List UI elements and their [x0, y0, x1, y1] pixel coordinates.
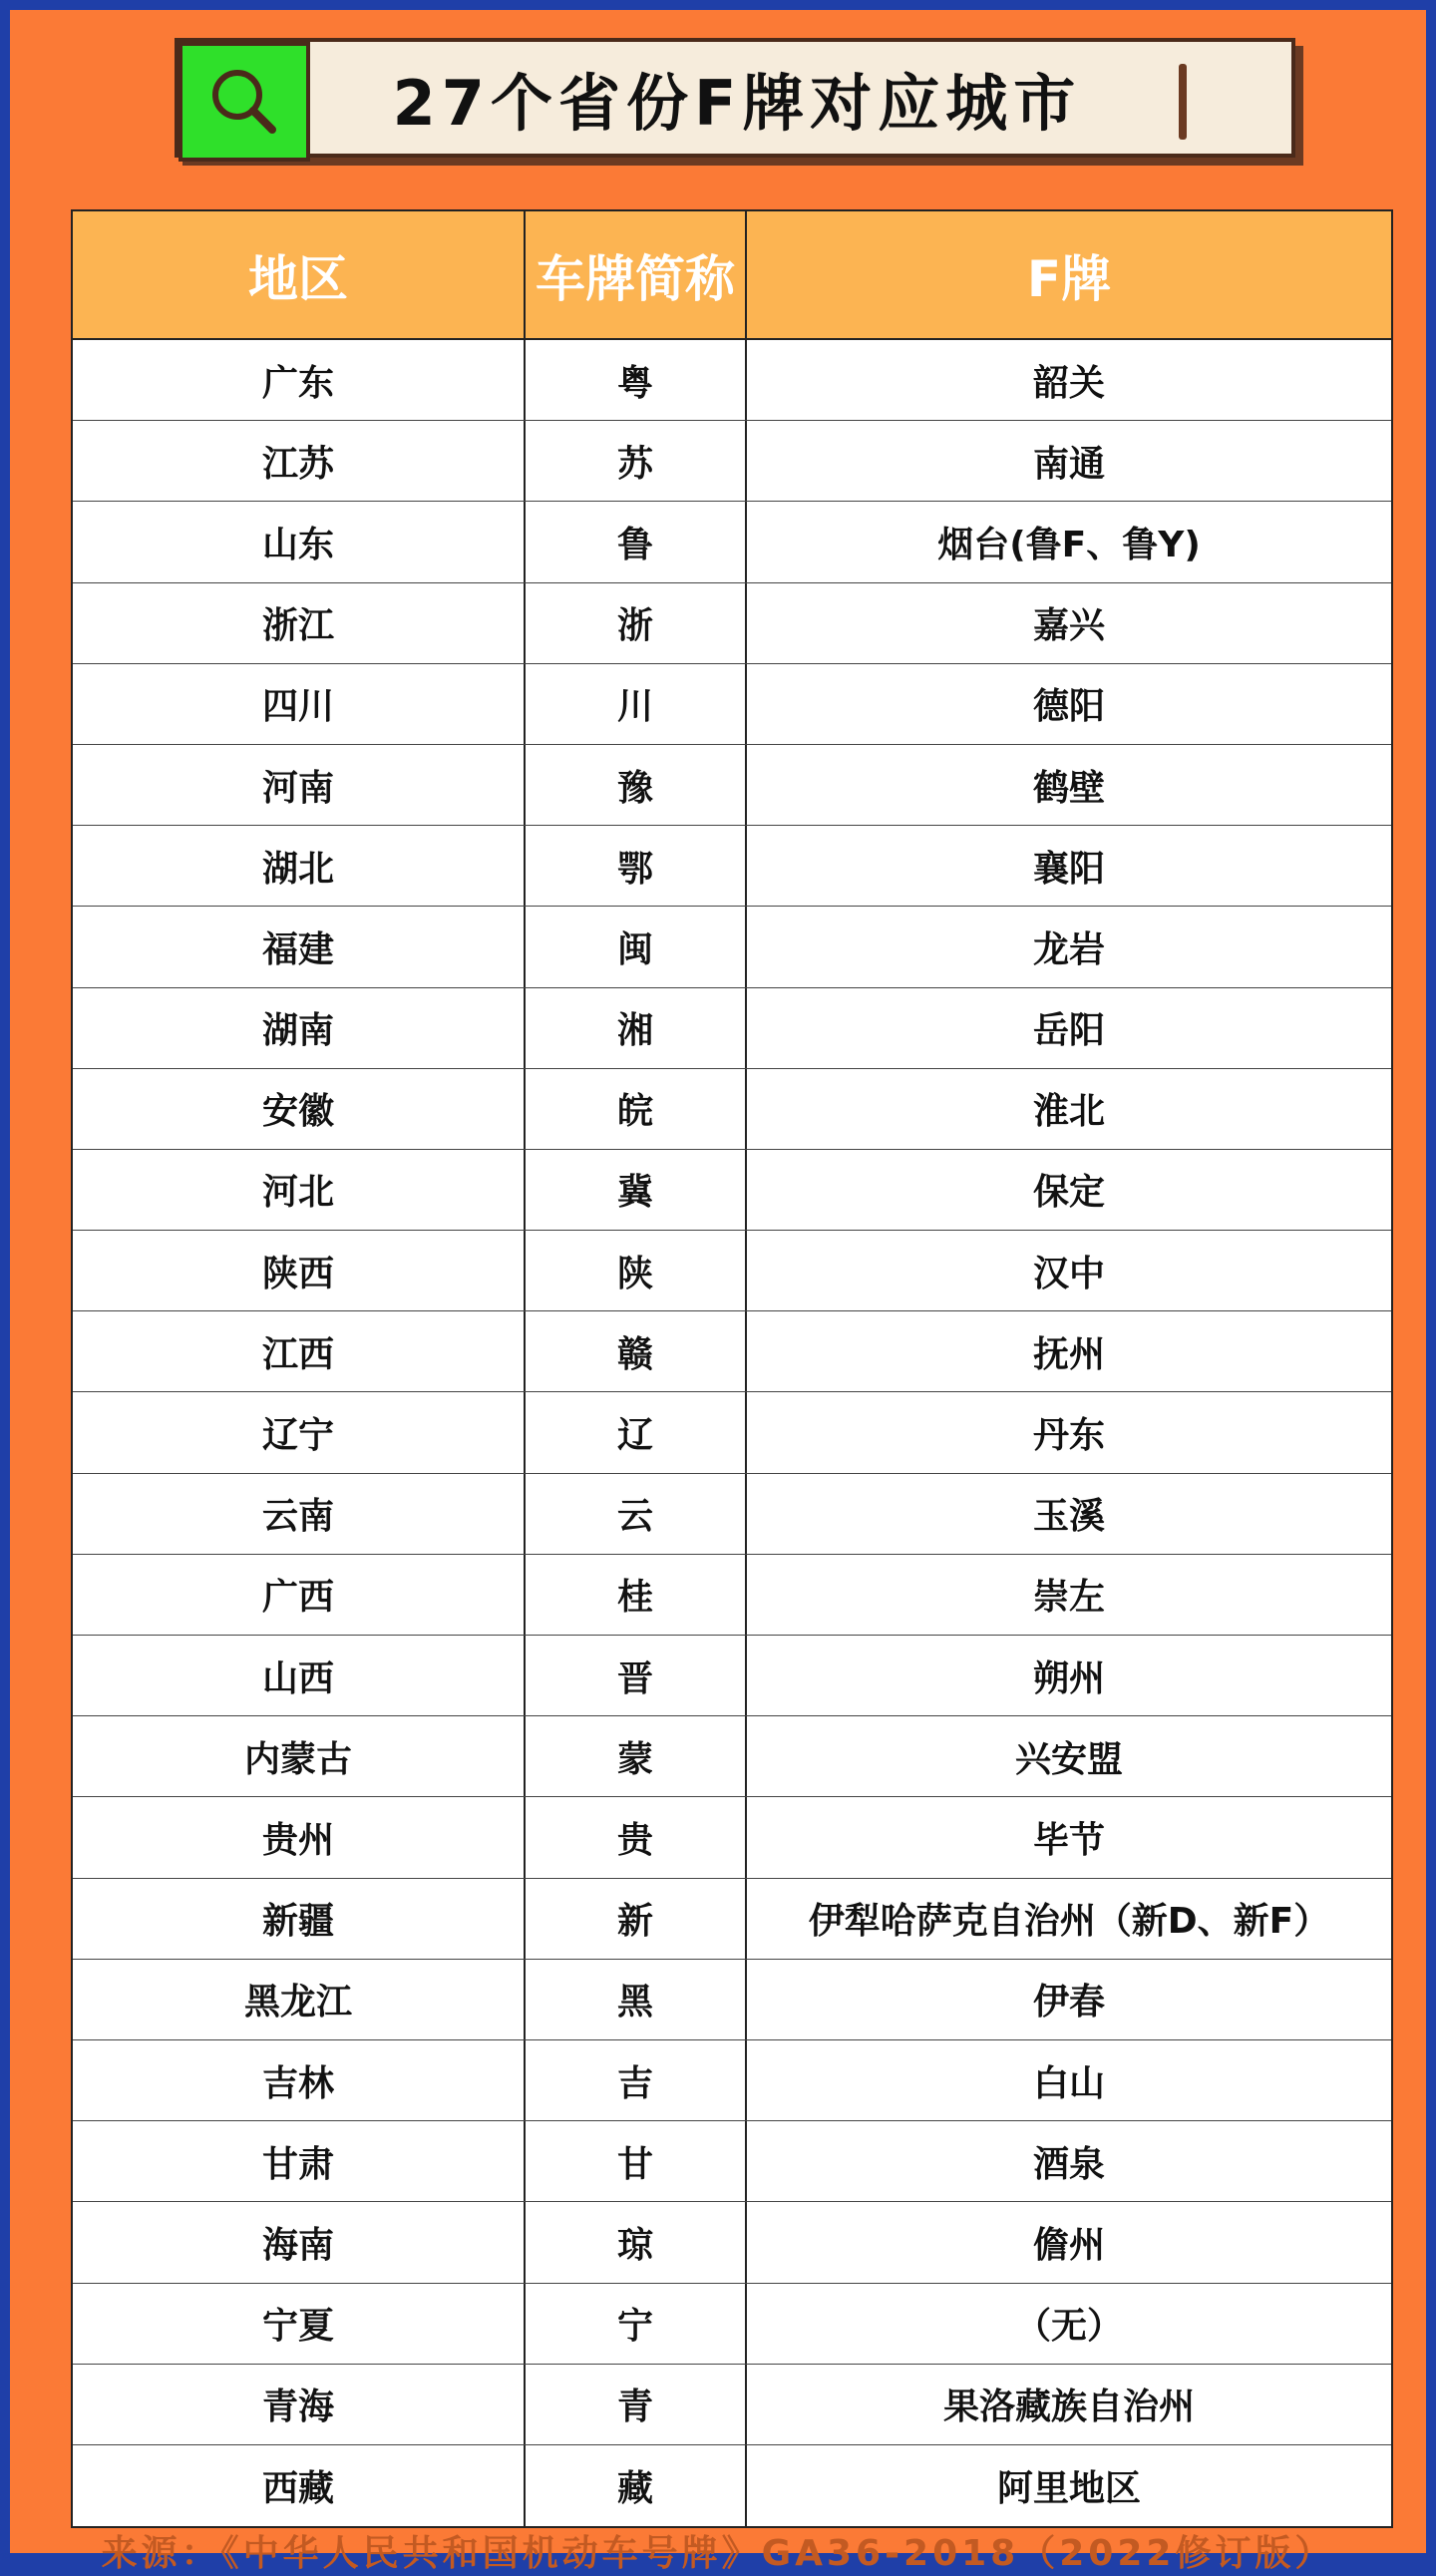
table-row — [73, 1716, 1391, 1797]
cell-f-plate: 德阳 — [1032, 686, 1105, 728]
cell-f-plate: 丹东 — [1032, 1415, 1105, 1457]
cell-plate-abbr: 冀 — [526, 1150, 747, 1230]
cell-plate-abbr: 藏 — [526, 2445, 747, 2526]
cell-f-plate: 鹤壁 — [1032, 767, 1105, 809]
page-frame — [10, 10, 1426, 2574]
cell-region: 云南 — [73, 1474, 526, 1554]
cell-f-plate: 襄阳 — [1032, 848, 1105, 890]
cell-plate-abbr: 皖 — [526, 1069, 747, 1149]
cell-plate-abbr: 豫 — [526, 745, 747, 825]
table-row — [73, 340, 1391, 421]
table-row — [73, 907, 1391, 987]
cell-region: 内蒙古 — [73, 1716, 526, 1796]
table-row — [73, 1797, 1391, 1878]
table-row — [73, 988, 1391, 1069]
cell-f-plate: 抚州 — [1032, 1333, 1105, 1375]
cell-f-plate: 毕节 — [1032, 1819, 1105, 1861]
source-note: 来源：《中华人民共和国机动车号牌》GA36-2018（2022修订版） — [101, 2533, 1335, 2574]
cell-region: 湖北 — [73, 826, 526, 906]
cell-region: 山西 — [73, 1636, 526, 1715]
cell-f-plate: 烟台(鲁F、鲁Y) — [937, 524, 1201, 565]
cell-f-plate: 淮北 — [1032, 1091, 1105, 1133]
cell-region: 广东 — [73, 340, 526, 420]
table-row — [73, 1555, 1391, 1636]
cell-region: 河南 — [73, 745, 526, 825]
cell-region: 江西 — [73, 1311, 526, 1391]
table-row — [73, 583, 1391, 664]
page-title: 27个省份F牌对应城市 — [392, 66, 1082, 140]
table-row — [73, 826, 1391, 907]
table-row — [73, 2040, 1391, 2121]
table-row — [73, 2202, 1391, 2283]
header-f-plate: F牌 — [1026, 249, 1112, 308]
header-plate-abbr: 车牌简称 — [526, 211, 747, 338]
table-row — [73, 745, 1391, 826]
cell-plate-abbr: 黑 — [526, 1960, 747, 2039]
cell-plate-abbr: 青 — [526, 2365, 747, 2444]
cell-region: 安徽 — [73, 1069, 526, 1149]
cell-f-plate: 伊春 — [1032, 1982, 1105, 2024]
cell-plate-abbr: 浙 — [526, 583, 747, 663]
table-header — [73, 211, 1391, 340]
cell-f-plate: 崇左 — [1032, 1577, 1105, 1619]
cell-plate-abbr: 云 — [526, 1474, 747, 1554]
table-row — [73, 2445, 1391, 2526]
cell-plate-abbr: 晋 — [526, 1636, 747, 1715]
cell-region: 福建 — [73, 907, 526, 986]
cell-plate-abbr: 甘 — [526, 2121, 747, 2201]
cell-region: 西藏 — [73, 2445, 526, 2526]
search-button[interactable] — [179, 42, 310, 162]
cell-region: 甘肃 — [73, 2121, 526, 2201]
cell-region: 吉林 — [73, 2040, 526, 2120]
table-row — [73, 1392, 1391, 1473]
cell-region: 宁夏 — [73, 2284, 526, 2364]
title-banner — [175, 38, 1303, 166]
search-icon — [204, 62, 284, 142]
cell-region: 青海 — [73, 2365, 526, 2444]
cell-f-plate: 玉溪 — [1032, 1496, 1105, 1538]
cell-region: 陕西 — [73, 1231, 526, 1310]
table-row — [73, 1150, 1391, 1231]
cell-plate-abbr: 吉 — [526, 2040, 747, 2120]
table-row — [73, 1311, 1391, 1392]
cell-f-plate: 岳阳 — [1032, 1010, 1105, 1052]
cell-plate-abbr: 琼 — [526, 2202, 747, 2282]
cell-region: 浙江 — [73, 583, 526, 663]
table-row — [73, 2365, 1391, 2445]
table-row — [73, 2284, 1391, 2365]
cell-f-plate: 儋州 — [1032, 2224, 1105, 2266]
cell-plate-abbr: 川 — [526, 664, 747, 744]
cell-f-plate: 汉中 — [1032, 1253, 1105, 1294]
cell-region: 山东 — [73, 502, 526, 581]
plate-table — [71, 209, 1393, 2528]
cell-plate-abbr: 赣 — [526, 1311, 747, 1391]
cell-region: 贵州 — [73, 1797, 526, 1877]
cell-plate-abbr: 桂 — [526, 1555, 747, 1635]
cell-f-plate: 韶关 — [1032, 362, 1105, 404]
cell-plate-abbr: 蒙 — [526, 1716, 747, 1796]
table-row — [73, 1960, 1391, 2040]
table-row — [73, 1636, 1391, 1716]
cell-plate-abbr: 湘 — [526, 988, 747, 1068]
cell-f-plate: 龙岩 — [1032, 928, 1105, 970]
table-row — [73, 1879, 1391, 1960]
table-body — [73, 340, 1391, 2526]
cell-region: 广西 — [73, 1555, 526, 1635]
cell-f-plate: 保定 — [1032, 1172, 1105, 1214]
cell-plate-abbr: 粤 — [526, 340, 747, 420]
cell-plate-abbr: 贵 — [526, 1797, 747, 1877]
cell-f-plate: 白山 — [1032, 2062, 1105, 2104]
cell-f-plate: 酒泉 — [1032, 2143, 1105, 2185]
cell-region: 海南 — [73, 2202, 526, 2282]
table-row — [73, 502, 1391, 582]
cell-region: 黑龙江 — [73, 1960, 526, 2039]
cell-f-plate: 南通 — [1032, 443, 1105, 485]
cell-region: 辽宁 — [73, 1392, 526, 1472]
cell-region: 新疆 — [73, 1879, 526, 1959]
cell-region: 河北 — [73, 1150, 526, 1230]
cell-plate-abbr: 闽 — [526, 907, 747, 986]
banner-main — [175, 38, 1295, 158]
text-cursor — [1179, 64, 1187, 140]
table-row — [73, 2121, 1391, 2202]
table-row — [73, 1231, 1391, 1311]
table-row — [73, 664, 1391, 745]
cell-plate-abbr: 陕 — [526, 1231, 747, 1310]
table-row — [73, 421, 1391, 502]
cell-plate-abbr: 鲁 — [526, 502, 747, 581]
cell-region: 江苏 — [73, 421, 526, 501]
cell-plate-abbr: 新 — [526, 1879, 747, 1959]
table-row — [73, 1474, 1391, 1555]
table-row — [73, 1069, 1391, 1150]
cell-region: 四川 — [73, 664, 526, 744]
cell-f-plate: 朔州 — [1032, 1657, 1105, 1699]
cell-f-plate: 阿里地区 — [996, 2467, 1141, 2509]
cell-f-plate: 果洛藏族自治州 — [942, 2387, 1195, 2428]
cell-f-plate: 嘉兴 — [1032, 605, 1105, 647]
header-region: 地区 — [73, 211, 526, 338]
cell-plate-abbr: 苏 — [526, 421, 747, 501]
cell-f-plate: 兴安盟 — [1014, 1738, 1123, 1780]
cell-plate-abbr: 宁 — [526, 2284, 747, 2364]
cell-f-plate: 伊犁哈萨克自治州（新D、新F） — [808, 1901, 1330, 1943]
cell-plate-abbr: 辽 — [526, 1392, 747, 1472]
cell-plate-abbr: 鄂 — [526, 826, 747, 906]
cell-f-plate: （无） — [1014, 2306, 1123, 2348]
cell-region: 湖南 — [73, 988, 526, 1068]
